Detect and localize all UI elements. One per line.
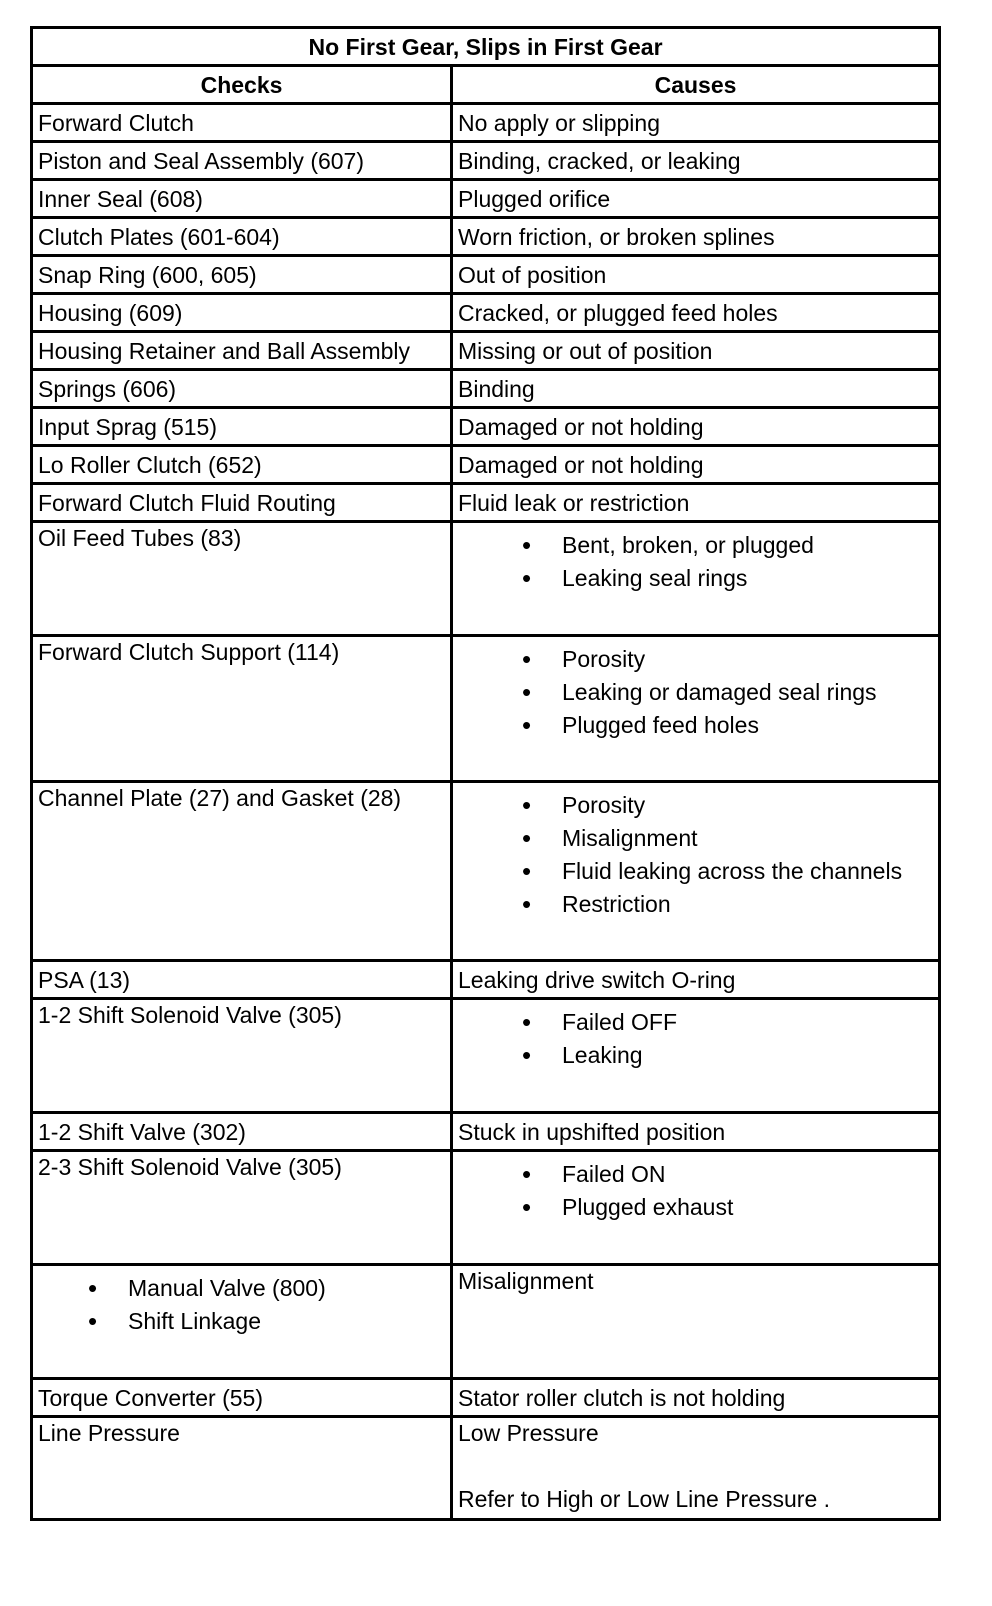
check-cell: Clutch Plates (601-604) [32,218,452,256]
list-item: • Bent, broken, or plugged [522,529,933,562]
cause-list [458,643,933,742]
cause-cell [452,1417,940,1520]
check-cell: PSA (13) [32,961,452,999]
table-row [32,1151,940,1265]
list-item: • Shift Linkage [88,1305,445,1338]
check-cell: Housing (609) [32,294,452,332]
cause-cell: Plugged orifice [452,180,940,218]
list-item: • Misalignment [522,822,933,855]
check-cell: Housing Retainer and Ball Assembly [32,332,452,370]
list-item: • Manual Valve (800) [88,1272,445,1305]
check-cell: Lo Roller Clutch (652) [32,446,452,484]
header-causes: Causes [452,66,940,104]
list-item: • Porosity [522,643,933,676]
cause-cell [452,999,940,1113]
cause-cell: Worn friction, or broken splines [452,218,940,256]
cause-list [458,789,933,921]
list-item: • Leaking [522,1039,933,1072]
check-cell: Springs (606) [32,370,452,408]
table-row [32,446,940,484]
table-row [32,142,940,180]
cause-cell: Damaged or not holding [452,446,940,484]
cause-cell: Out of position [452,256,940,294]
table-row [32,522,940,636]
table-row [32,180,940,218]
cause-list [458,1158,933,1224]
header-checks: Checks [32,66,452,104]
cause-cell: Damaged or not holding [452,408,940,446]
table-row [32,256,940,294]
cause-cell: No apply or slipping [452,104,940,142]
check-cell: Piston and Seal Assembly (607) [32,142,452,180]
table-row [32,782,940,961]
table-row [32,1265,940,1379]
table-row [32,1113,940,1151]
cause-list [458,1006,933,1072]
check-cell: Forward Clutch [32,104,452,142]
cause-cell: Binding [452,370,940,408]
list-item: • Failed ON [522,1158,933,1191]
table-title: No First Gear, Slips in First Gear [32,28,940,66]
list-item: • Fluid leaking across the channels [522,855,933,888]
cause-cell [452,782,940,961]
cause-note: Refer to High or Low Line Pressure . [458,1486,831,1512]
cause-cell [452,1151,940,1265]
check-cell: Forward Clutch Support (114) [32,636,452,782]
cause-cell: Fluid leak or restriction [452,484,940,522]
cause-cell: Missing or out of position [452,332,940,370]
check-cell: 2-3 Shift Solenoid Valve (305) [32,1151,452,1265]
check-cell [32,1265,452,1379]
check-cell: Inner Seal (608) [32,180,452,218]
check-cell: Oil Feed Tubes (83) [32,522,452,636]
list-item: • Restriction [522,888,933,921]
cause-cell [452,522,940,636]
check-cell: Channel Plate (27) and Gasket (28) [32,782,452,961]
list-item: • Plugged feed holes [522,709,933,742]
list-item: • Leaking seal rings [522,562,933,595]
table-row [32,999,940,1113]
cause-cell [452,636,940,782]
cause-cell: Misalignment [452,1265,940,1379]
check-cell: Line Pressure [32,1417,452,1520]
cause-text: Low Pressure [458,1420,599,1446]
table-row [32,294,940,332]
table-row [32,332,940,370]
diagnosis-table [30,26,941,1521]
cause-cell: Leaking drive switch O-ring [452,961,940,999]
cause-cell: Binding, cracked, or leaking [452,142,940,180]
cause-cell: Cracked, or plugged feed holes [452,294,940,332]
check-cell: Forward Clutch Fluid Routing [32,484,452,522]
table-row [32,1379,940,1417]
cause-cell: Stuck in upshifted position [452,1113,940,1151]
table-row [32,636,940,782]
list-item: • Leaking or damaged seal rings [522,676,933,709]
check-list [38,1272,445,1338]
table-row [32,408,940,446]
table-row [32,961,940,999]
check-cell: 1-2 Shift Solenoid Valve (305) [32,999,452,1113]
list-item: • Porosity [522,789,933,822]
table-row [32,484,940,522]
table-row [32,104,940,142]
list-item: • Plugged exhaust [522,1191,933,1224]
check-cell: Snap Ring (600, 605) [32,256,452,294]
table-row [32,370,940,408]
table-row [32,1417,940,1520]
check-cell: Torque Converter (55) [32,1379,452,1417]
list-item: • Failed OFF [522,1006,933,1039]
cause-list [458,529,933,595]
check-cell: Input Sprag (515) [32,408,452,446]
cause-cell: Stator roller clutch is not holding [452,1379,940,1417]
check-cell: 1-2 Shift Valve (302) [32,1113,452,1151]
table-row [32,218,940,256]
